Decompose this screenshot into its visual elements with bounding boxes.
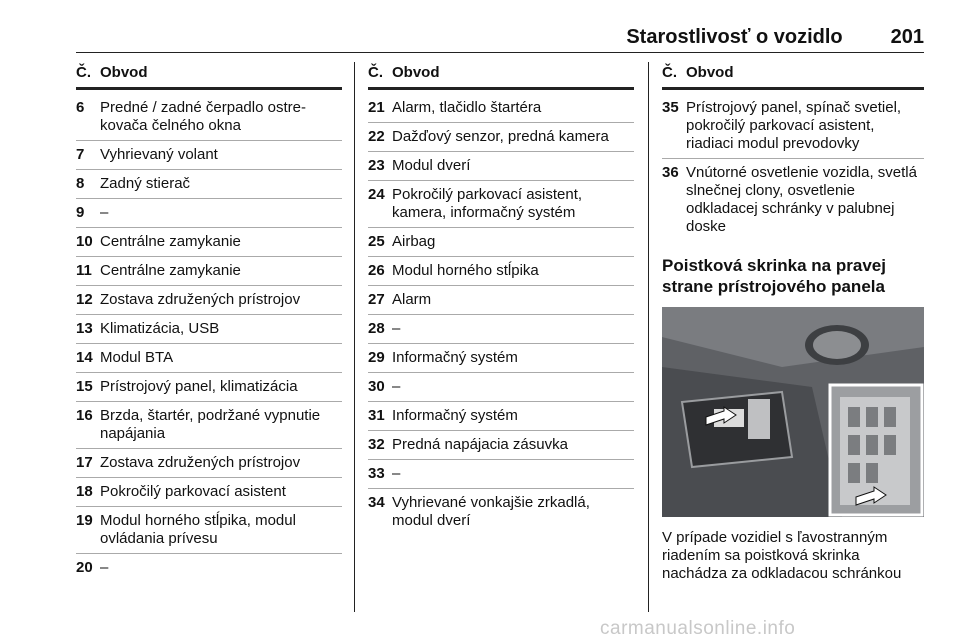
table-row [368,257,634,286]
table-row [76,257,342,286]
fuse-number: 27 [368,291,385,308]
table-row [368,286,634,315]
circuit-description: Zostava združených prístrojov [100,291,301,308]
fuse-number: 12 [76,291,93,308]
page-number: 201 [890,26,924,48]
circuit-description: – [100,559,109,576]
table-rows [368,94,634,535]
fuse-number: 14 [76,349,93,366]
watermark: carmanualsonline.info [600,618,796,639]
table-row [368,373,634,402]
fuse-number: 26 [368,262,385,279]
fuse-number: 36 [662,164,679,181]
circuit-description: – [392,320,401,337]
circuit-description: Predné / zadné čerpadlo ostre-kovača čelného okna [100,99,306,134]
circuit-description: Modul horného stĺpika, modul ovládania prívesu [100,512,296,547]
table-row [76,315,342,344]
page-title: Starostlivosť o vozidlo [626,26,843,48]
table-header-num: Č. [76,64,91,81]
circuit-description: Airbag [392,233,436,250]
fuse-table-column-1 [76,64,342,582]
table-row [76,554,342,582]
fuse-number: 20 [76,559,93,576]
fuse-number: 11 [76,262,92,279]
circuit-description: Modul dverí [392,157,471,174]
circuit-description: Informačný systém [392,349,518,366]
photo-caption: V prípade vozidiel s ľavostranným riadením sa poistková skrinka nachádza za odkladacou schránkou [662,529,902,582]
table-header [368,64,634,90]
table-row [76,373,342,402]
fuse-number: 25 [368,233,385,250]
header-rule [76,52,924,53]
fuse-number: 10 [76,233,93,250]
fuse-number: 29 [368,349,385,366]
circuit-description: Modul horného stĺpika [392,262,539,279]
circuit-description: Pokročilý parkovací asistent [100,483,286,500]
table-rows [76,94,342,582]
fuse-number: 21 [368,99,385,116]
circuit-description: Modul BTA [100,349,174,366]
table-header-circuit: Obvod [100,64,148,81]
table-row [76,344,342,373]
fuse-number: 23 [368,157,385,174]
table-rows [662,94,924,241]
table-row [76,199,342,228]
table-row [368,489,634,535]
circuit-description: Vyhrievaný volant [100,146,218,163]
circuit-description: Centrálne zamykanie [100,262,241,279]
table-row [76,94,342,141]
fuse-number: 28 [368,320,385,337]
table-row [368,94,634,123]
circuit-description: Predná napájacia zásuvka [392,436,568,453]
fuse-number: 17 [76,454,93,471]
fuse-number: 35 [662,99,679,116]
fuse-box-photo [662,307,924,517]
table-row [76,507,342,554]
fuse-number: 24 [368,186,385,203]
table-row [76,449,342,478]
fuse-number: 15 [76,378,93,395]
fuse-table-column-2 [368,64,634,535]
table-header-circuit: Obvod [392,64,440,81]
fuse-box-illustration [662,307,924,517]
table-header [76,64,342,90]
table-row [368,228,634,257]
circuit-description: Alarm [392,291,432,308]
circuit-description: Zostava združených prístrojov [100,454,301,471]
table-row [76,478,342,507]
section-heading: Poistková skrinka na pravej strane prístrojového panela [662,256,886,296]
fuse-number: 32 [368,436,385,453]
circuit-description: Alarm, tlačidlo štartéra [392,99,542,116]
fuse-table-column-3 [662,64,924,583]
fuse-number: 33 [368,465,385,482]
table-header [662,64,924,90]
table-row [76,402,342,449]
fuse-number: 8 [76,175,85,192]
table-row [76,141,342,170]
circuit-description: Klimatizácia, USB [100,320,220,337]
table-row [368,402,634,431]
table-row [76,228,342,257]
fuse-number: 6 [76,99,85,116]
circuit-description: Vnútorné osvetlenie vozidla, svetlá slnečnej clony, osvetlenie odkladacej schránky v palubnej doske [686,164,917,235]
circuit-description: Prístrojový panel, spínač svetiel, pokročilý parkovací asistent, riadiaci modul prevodovky [686,99,902,152]
circuit-description: Informačný systém [392,407,518,424]
table-row [368,123,634,152]
table-row [368,344,634,373]
table-row [76,170,342,199]
table-row [368,315,634,344]
fuse-number: 34 [368,494,385,511]
page-header [626,26,924,49]
table-row [76,286,342,315]
table-header-num: Č. [662,64,677,81]
circuit-description: Prístrojový panel, klimatizácia [100,378,298,395]
table-header-circuit: Obvod [686,64,734,81]
circuit-description: – [392,465,401,482]
column-divider [648,62,649,612]
fuse-number: 31 [368,407,385,424]
circuit-description: – [392,378,401,395]
circuit-description: Pokročilý parkovací asistent, kamera, informačný systém [392,186,583,221]
table-row [368,152,634,181]
circuit-description: Dažďový senzor, predná kamera [392,128,609,145]
fuse-number: 19 [76,512,93,529]
fuse-number: 16 [76,407,93,424]
fuse-number: 18 [76,483,93,500]
fuse-number: 13 [76,320,93,337]
fuse-number: 9 [76,204,85,221]
column-divider [354,62,355,612]
fuse-number: 7 [76,146,85,163]
circuit-description: Zadný stierač [100,175,191,192]
table-row [368,431,634,460]
table-row [368,460,634,489]
circuit-description: Centrálne zamykanie [100,233,241,250]
table-header-num: Č. [368,64,383,81]
fuse-number: 30 [368,378,385,395]
circuit-description: Brzda, štartér, podržané vypnutie napájania [100,407,321,442]
table-row [662,94,924,159]
circuit-description: Vyhrievané vonkajšie zrkadlá, modul dverí [392,494,590,529]
table-row [368,181,634,228]
fuse-number: 22 [368,128,385,145]
circuit-description: – [100,204,109,221]
table-row [662,159,924,241]
